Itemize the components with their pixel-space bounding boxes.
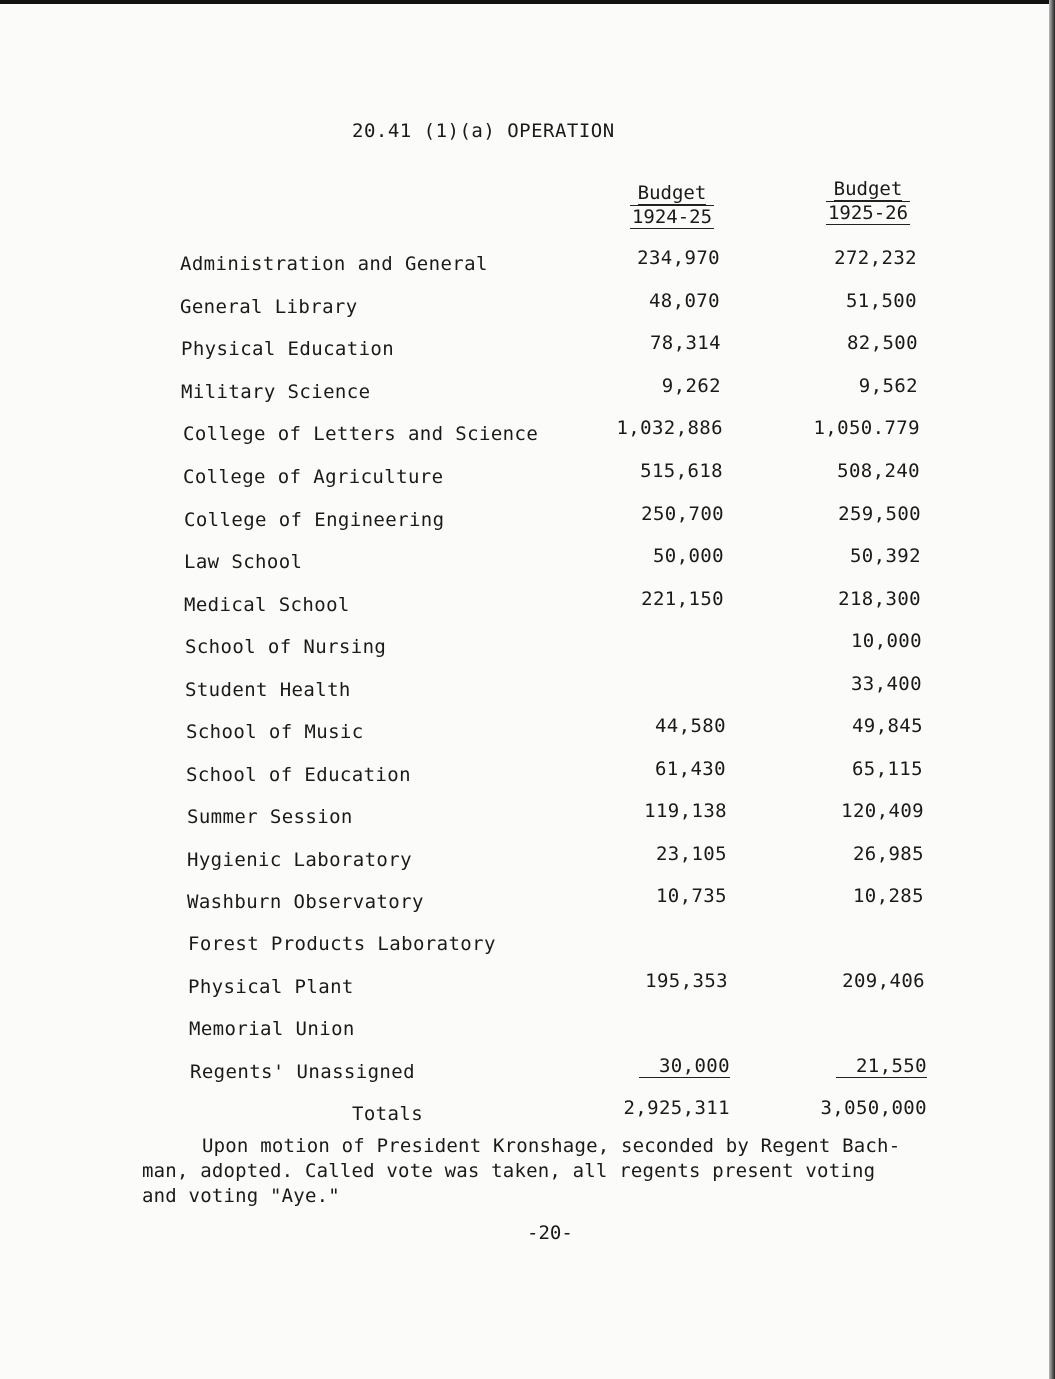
budget-1925-value: 218,300: [838, 588, 921, 610]
row-label: Forest Products Laboratory: [188, 933, 496, 955]
budget-1924-value: 44,580: [654, 715, 726, 737]
budget-1925-value: 50,392: [849, 545, 921, 567]
totals-label: Totals: [352, 1103, 424, 1125]
table-row: [187, 800, 967, 834]
budget-1924-value: 119,138: [644, 800, 727, 822]
row-label: Medical School: [184, 594, 350, 616]
table-row: [186, 758, 966, 792]
total-1924-value: 2,925,311: [623, 1097, 730, 1119]
budget-1924-value: 10,735: [655, 885, 727, 907]
budget-1925-value: 49,845: [851, 715, 923, 737]
column-header-1924-year: 1924-25: [631, 206, 713, 228]
paragraph-line: and voting "Aye.": [142, 1185, 340, 1207]
column-header-1925-year: 1925-26: [827, 202, 909, 224]
column-header-1925: [808, 178, 928, 225]
column-header-1925-label: Budget: [833, 178, 903, 200]
table-row: [186, 715, 966, 749]
table-row: [184, 503, 964, 537]
budget-1925-value: 33,400: [850, 673, 922, 695]
budget-1925-value: 65,115: [851, 758, 923, 780]
section-heading: 20.41 (1)(a) OPERATION: [352, 120, 615, 142]
paragraph-line: man, adopted. Called vote was taken, all regents present voting: [142, 1160, 876, 1182]
row-label: Military Science: [181, 381, 371, 403]
table-row: [184, 545, 964, 579]
row-label: Physical Plant: [188, 976, 354, 998]
table-row: [187, 843, 967, 877]
motion-paragraph: [142, 1134, 962, 1209]
table-row: [190, 1055, 970, 1089]
budget-1924-value: 1,032,886: [616, 417, 723, 439]
budget-1925-value: 10,285: [852, 885, 924, 907]
row-label: College of Letters and Science: [183, 423, 539, 445]
row-label: Administration and General: [180, 253, 488, 275]
row-label: Physical Education: [181, 338, 395, 360]
table-row: [181, 375, 961, 409]
totals-row: [190, 1097, 970, 1131]
budget-1924-value: 221,150: [641, 588, 724, 610]
budget-1925-value: 10,000: [850, 630, 922, 652]
column-header-1924: [612, 182, 732, 229]
row-label: School of Education: [186, 764, 411, 786]
budget-1925-underlined-value: 21,550: [836, 1055, 927, 1078]
budget-1925-value: 26,985: [852, 843, 924, 865]
budget-1924-value: 234,970: [637, 247, 720, 269]
paragraph-line: Upon motion of President Kronshage, seconded by Regent Bach-: [202, 1135, 901, 1157]
budget-1925-value: 209,406: [842, 970, 925, 992]
table-row: [183, 460, 963, 494]
budget-1924-value: 9,262: [661, 375, 721, 397]
budget-1925-value: [797, 1055, 927, 1078]
table-row: [188, 933, 968, 961]
table-row: [187, 885, 967, 919]
table-row: [188, 970, 968, 1004]
page-number: -20-: [527, 1222, 573, 1244]
page-right-edge: [1049, 0, 1055, 1379]
budget-1924-value: 195,353: [645, 970, 728, 992]
budget-1924-underlined-value: 30,000: [639, 1055, 730, 1078]
budget-1925-value: 82,500: [846, 332, 918, 354]
budget-1924-value: 78,314: [649, 332, 721, 354]
budget-1925-value: 272,232: [834, 247, 917, 269]
row-label: School of Nursing: [185, 636, 387, 658]
budget-1924-value: 23,105: [655, 843, 727, 865]
budget-1925-value: 1,050.779: [813, 417, 920, 439]
row-label: Summer Session: [187, 806, 353, 828]
budget-1924-value: 50,000: [652, 545, 724, 567]
budget-1924-value: 48,070: [648, 290, 720, 312]
row-label: Student Health: [185, 679, 351, 701]
budget-1925-value: 51,500: [845, 290, 917, 312]
budget-1924-value: 250,700: [641, 503, 724, 525]
row-label: General Library: [180, 296, 358, 318]
row-label: School of Music: [186, 721, 364, 743]
budget-1925-value: 120,409: [841, 800, 924, 822]
row-label: College of Agriculture: [183, 466, 444, 488]
table-row: [181, 332, 961, 366]
budget-1925-value: 508,240: [837, 460, 920, 482]
budget-1924-value: 61,430: [654, 758, 726, 780]
budget-1924-value: [600, 1055, 730, 1078]
row-label: Memorial Union: [189, 1018, 355, 1040]
row-label: College of Engineering: [184, 509, 445, 531]
budget-1925-value: 9,562: [858, 375, 918, 397]
column-header-1924-label: Budget: [637, 182, 707, 204]
page-top-edge: [0, 0, 1055, 4]
row-label: Washburn Observatory: [187, 891, 424, 913]
row-label: Hygienic Laboratory: [187, 849, 412, 871]
table-row: [180, 247, 960, 281]
budget-1924-value: 515,618: [640, 460, 723, 482]
budget-1925-value: 259,500: [838, 503, 921, 525]
table-row: [185, 673, 965, 707]
total-1925-value: 3,050,000: [820, 1097, 927, 1119]
table-row: [183, 417, 963, 451]
table-row: [185, 630, 965, 664]
row-label: Regents' Unassigned: [190, 1061, 415, 1083]
table-row: [184, 588, 964, 622]
table-row: [180, 290, 960, 324]
table-row: [189, 1018, 969, 1046]
row-label: Law School: [184, 551, 303, 573]
